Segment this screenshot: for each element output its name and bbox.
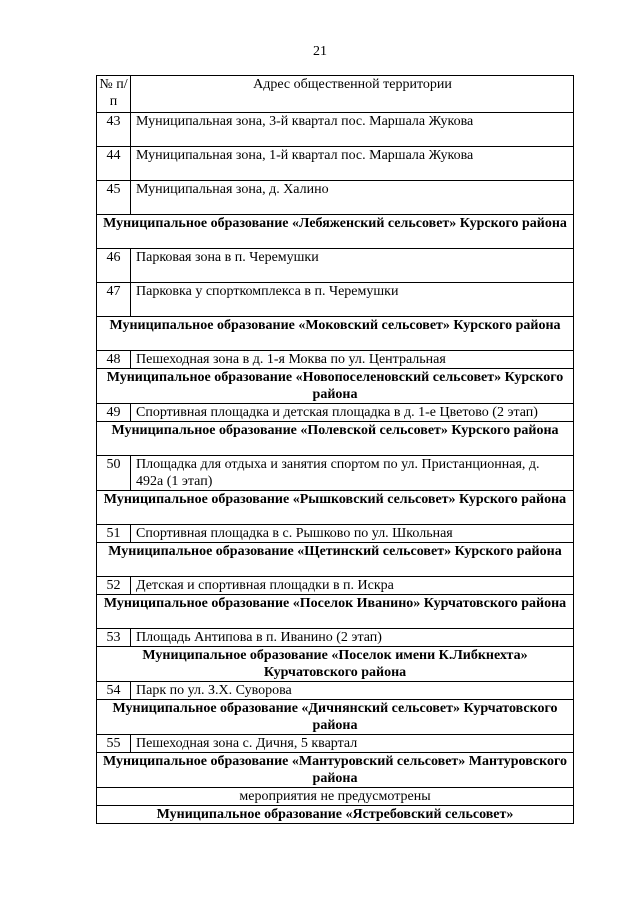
territory-address: Парковая зона в п. Черемушки	[131, 249, 574, 283]
section-title: Муниципальное образование «Новопоселеновский сельсовет» Курского района	[97, 369, 574, 404]
table-row	[97, 351, 574, 369]
page-number: 21	[313, 44, 327, 59]
row-number: 50	[97, 456, 131, 491]
row-number: 53	[97, 629, 131, 647]
territory-address: Спортивная площадка и детская площадка в д. 1-е Цветово (2 этап)	[131, 404, 574, 422]
row-number: 47	[97, 283, 131, 317]
table-row	[97, 629, 574, 647]
section-title: Муниципальное образование «Моковский сельсовет» Курского района	[97, 317, 574, 351]
note-row	[97, 788, 574, 806]
row-number: 55	[97, 735, 131, 753]
section-row	[97, 369, 574, 404]
table-row	[97, 682, 574, 700]
table-row	[97, 283, 574, 317]
header-num: № п/п	[97, 76, 131, 113]
table-row	[97, 249, 574, 283]
section-row	[97, 317, 574, 351]
row-number: 43	[97, 113, 131, 147]
territory-address: Парк по ул. З.Х. Суворова	[131, 682, 574, 700]
section-row	[97, 595, 574, 629]
territory-table	[96, 75, 574, 824]
table-header-row	[97, 76, 574, 113]
note-text: мероприятия не предусмотрены	[97, 788, 574, 806]
row-number: 46	[97, 249, 131, 283]
section-title: Муниципальное образование «Щетинский сельсовет» Курского района	[97, 543, 574, 577]
territory-address: Пешеходная зона с. Дичня, 5 квартал	[131, 735, 574, 753]
row-number: 48	[97, 351, 131, 369]
table-row	[97, 404, 574, 422]
section-title: Муниципальное образование «Рышковский сельсовет» Курского района	[97, 491, 574, 525]
section-title: Муниципальное образование «Дичнянский сельсовет» Курчатовского района	[97, 700, 574, 735]
section-title: Муниципальное образование «Поселок имени К.Либкнехта» Курчатовского района	[97, 647, 574, 682]
section-row	[97, 422, 574, 456]
section-title: Муниципальное образование «Полевской сельсовет» Курского района	[97, 422, 574, 456]
table-row	[97, 181, 574, 215]
table-row	[97, 113, 574, 147]
territory-address: Муниципальная зона, 1-й квартал пос. Маршала Жукова	[131, 147, 574, 181]
table-row	[97, 577, 574, 595]
territory-address: Муниципальная зона, д. Халино	[131, 181, 574, 215]
row-number: 52	[97, 577, 131, 595]
territory-address: Пешеходная зона в д. 1-я Моква по ул. Центральная	[131, 351, 574, 369]
territory-address: Муниципальная зона, 3-й квартал пос. Маршала Жукова	[131, 113, 574, 147]
section-row	[97, 491, 574, 525]
territory-address: Детская и спортивная площадки в п. Искра	[131, 577, 574, 595]
header-address: Адрес общественной территории	[131, 76, 574, 113]
section-row	[97, 647, 574, 682]
section-row	[97, 543, 574, 577]
section-row	[97, 753, 574, 788]
table-row	[97, 456, 574, 491]
table-row	[97, 147, 574, 181]
row-number: 51	[97, 525, 131, 543]
territory-address: Спортивная площадка в с. Рышково по ул. Школьная	[131, 525, 574, 543]
territory-address: Площадь Антипова в п. Иванино (2 этап)	[131, 629, 574, 647]
section-row	[97, 215, 574, 249]
table-row	[97, 735, 574, 753]
section-title: Муниципальное образование «Поселок Иванино» Курчатовского района	[97, 595, 574, 629]
territory-address: Парковка у спорткомплекса в п. Черемушки	[131, 283, 574, 317]
section-title: Муниципальное образование «Лебяженский сельсовет» Курского района	[97, 215, 574, 249]
table-row	[97, 525, 574, 543]
section-row	[97, 806, 574, 824]
section-title: Муниципальное образование «Ястребовский сельсовет»	[97, 806, 574, 824]
section-row	[97, 700, 574, 735]
section-title: Муниципальное образование «Мантуровский сельсовет» Мантуровского района	[97, 753, 574, 788]
territory-address: Площадка для отдыха и занятия спортом по ул. Пристанционная, д. 492а (1 этап)	[131, 456, 574, 491]
row-number: 49	[97, 404, 131, 422]
row-number: 45	[97, 181, 131, 215]
row-number: 54	[97, 682, 131, 700]
row-number: 44	[97, 147, 131, 181]
